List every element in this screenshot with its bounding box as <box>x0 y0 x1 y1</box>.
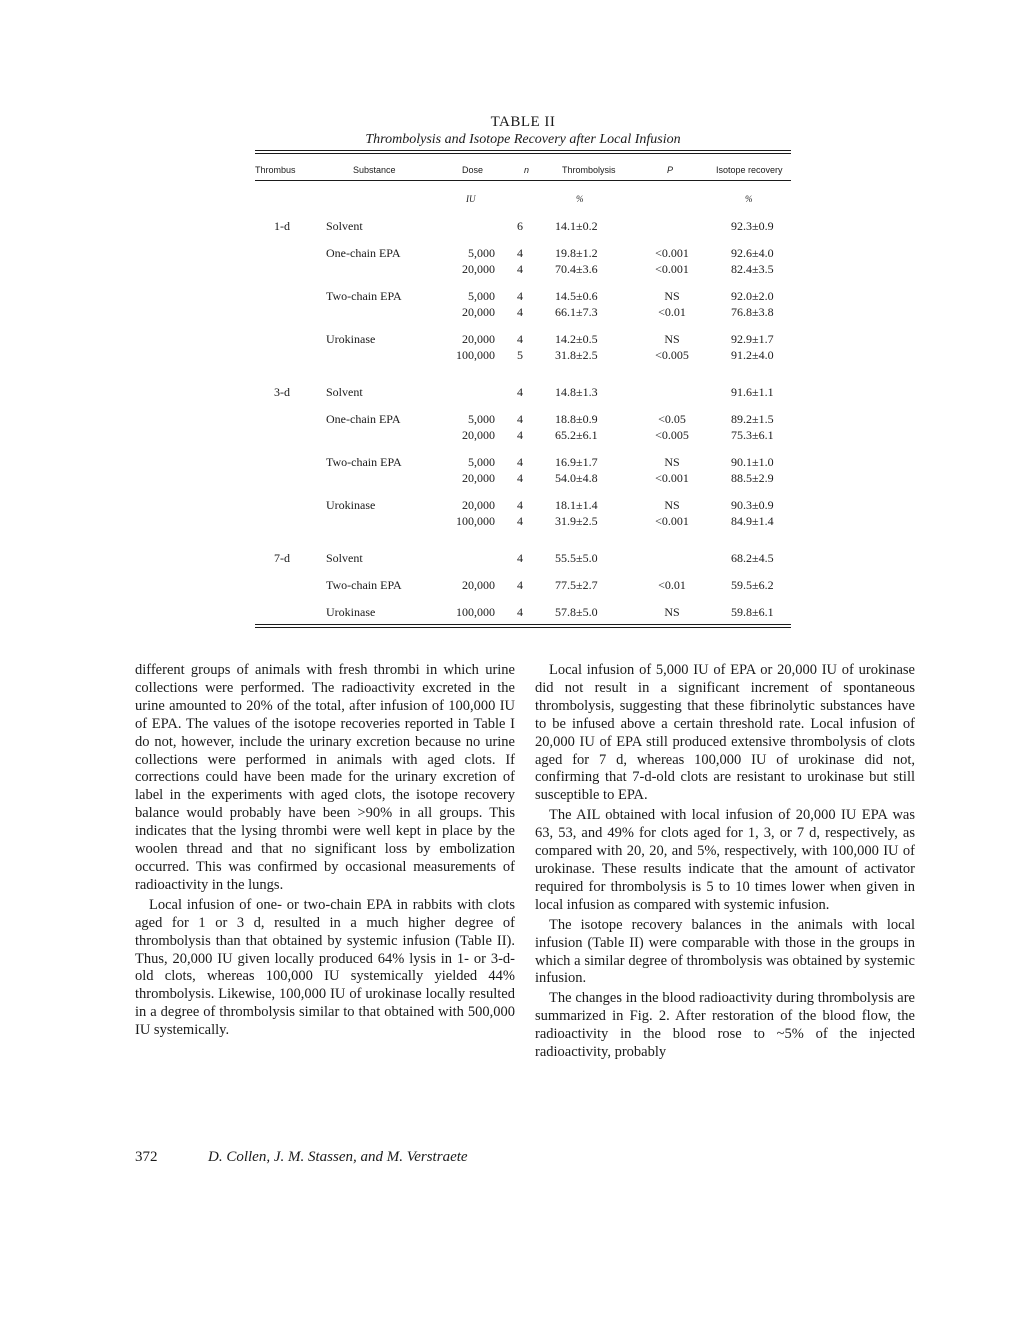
cell-n: 4 <box>517 514 523 528</box>
table-row <box>255 411 791 427</box>
cell-dose: 20,000 <box>462 578 495 592</box>
cell-thrombolysis: 55.5±5.0 <box>555 551 598 565</box>
cell-thrombolysis: 70.4±3.6 <box>555 262 598 276</box>
header-n: n <box>524 165 530 175</box>
cell-n: 4 <box>517 262 523 276</box>
cell-p-value: <0.01 <box>658 305 686 319</box>
cell-isotope-recovery: 90.1±1.0 <box>731 455 774 469</box>
cell-thrombolysis: 54.0±4.8 <box>555 471 598 485</box>
paragraph: different groups of animals with fresh thrombi in which urine collections were performed. The radioactivity excreted in the urine amounted to 20% of the total, after infusion of 100,000 IU of EPA. The values of the isotope recoveries reported in Table I do not, however, include the urinary excretion because no urine collections were performed in animals with aged clots. If corrections could have been made for the urinary excretion of label in the experiments with aged clots, the isotope recovery balance would probably have been >90% in all groups. This indicates that the lysing thrombi were well kept in place by the woolen thread and that no significant loss by embolization occurred. This was confirmed by occasional measurements of radioactivity in the lungs. <box>135 662 515 893</box>
cell-isotope-recovery: 90.3±0.9 <box>731 498 774 512</box>
table-row <box>255 384 791 400</box>
cell-n: 4 <box>517 412 523 426</box>
cell-p-value: NS <box>664 605 680 619</box>
table-row <box>255 288 791 304</box>
cell-n: 4 <box>517 289 523 303</box>
cell-isotope-recovery: 92.6±4.0 <box>731 246 774 260</box>
cell-dose: 100,000 <box>456 514 495 528</box>
cell-isotope-recovery: 76.8±3.8 <box>731 305 774 319</box>
cell-p-value: <0.005 <box>655 348 689 362</box>
paragraph: Local infusion of one- or two-chain EPA in rabbits with clots aged for 1 or 3 d, resulted in a much higher degree of thrombolysis than that obtained by systemic infusion (Table II). Thus, 20,000 IU given locally produced 64% lysis in 1- or 3-d-old clots, whereas 100,000 IU systemically yielded 44% thrombolysis. Likewise, 100,000 IU of urokinase locally resulted in a degree of thrombolysis similar to that obtained with 500,000 IU systemically. <box>135 896 515 1039</box>
paragraph: The changes in the blood radioactivity during thrombolysis are summarized in Fig. 2. After restoration of the blood flow, the radioactivity in the blood rose to ~5% of the injected radioactivity, probably <box>535 990 915 1061</box>
cell-n: 4 <box>517 498 523 512</box>
cell-thrombolysis: 18.1±1.4 <box>555 498 598 512</box>
cell-thrombolysis: 77.5±2.7 <box>555 578 598 592</box>
table-top-rule <box>255 150 791 151</box>
table-row <box>255 513 791 529</box>
body-column-left <box>135 662 515 1042</box>
cell-p-value: NS <box>664 455 680 469</box>
cell-n: 4 <box>517 551 523 565</box>
cell-n: 5 <box>517 348 523 362</box>
cell-dose: 20,000 <box>462 332 495 346</box>
table-row <box>255 347 791 363</box>
cell-substance: Solvent <box>326 551 363 565</box>
header-dose: Dose <box>462 165 484 175</box>
cell-n: 4 <box>517 305 523 319</box>
cell-n: 4 <box>517 471 523 485</box>
cell-substance: Two-chain EPA <box>326 578 402 592</box>
cell-thrombolysis: 31.8±2.5 <box>555 348 598 362</box>
cell-isotope-recovery: 92.9±1.7 <box>731 332 774 346</box>
unit-isotope: % <box>745 194 753 204</box>
cell-substance: One-chain EPA <box>326 412 401 426</box>
table-bottom-rule <box>255 624 791 625</box>
cell-dose: 20,000 <box>462 471 495 485</box>
cell-substance: Urokinase <box>326 332 376 346</box>
body-column-right <box>535 662 915 1064</box>
cell-dose: 20,000 <box>462 305 495 319</box>
cell-n: 4 <box>517 455 523 469</box>
cell-substance: Two-chain EPA <box>326 455 402 469</box>
table-title: Thrombolysis and Isotope Recovery after Local Infusion <box>365 132 681 147</box>
cell-substance: Urokinase <box>326 498 376 512</box>
table-row <box>255 454 791 470</box>
table-row <box>255 577 791 593</box>
cell-substance: Urokinase <box>326 605 376 619</box>
header-isotope-recovery: Isotope recovery <box>716 165 783 175</box>
cell-substance: Two-chain EPA <box>326 289 402 303</box>
cell-thrombus: 1-d <box>274 219 290 233</box>
cell-p-value: <0.005 <box>655 428 689 442</box>
cell-n: 4 <box>517 605 523 619</box>
cell-isotope-recovery: 88.5±2.9 <box>731 471 774 485</box>
cell-isotope-recovery: 91.6±1.1 <box>731 385 774 399</box>
cell-thrombolysis: 14.2±0.5 <box>555 332 598 346</box>
header-thrombus: Thrombus <box>255 165 296 175</box>
cell-thrombolysis: 65.2±6.1 <box>555 428 598 442</box>
cell-p-value: <0.001 <box>655 262 689 276</box>
cell-thrombolysis: 14.5±0.6 <box>555 289 598 303</box>
cell-n: 4 <box>517 332 523 346</box>
cell-n: 6 <box>517 219 523 233</box>
unit-thrombolysis: % <box>576 194 584 204</box>
table-row <box>255 427 791 443</box>
cell-isotope-recovery: 92.3±0.9 <box>731 219 774 233</box>
cell-isotope-recovery: 82.4±3.5 <box>731 262 774 276</box>
cell-dose: 100,000 <box>456 605 495 619</box>
table-row <box>255 261 791 277</box>
table-caption <box>255 114 791 149</box>
paragraph: The AIL obtained with local infusion of 20,000 IU EPA was 63, 53, and 49% for clots aged for 1, 3, or 7 d, respectively, as compared with 20, 20, and 5%, respectively, with 100,000 IU of urokinase. These results indicate that the amount of activator required for thrombolysis is 5 to 10 times lower when given in local infusion as compared with systemic infusion. <box>535 807 915 913</box>
table-row <box>255 604 791 620</box>
cell-isotope-recovery: 92.0±2.0 <box>731 289 774 303</box>
cell-isotope-recovery: 75.3±6.1 <box>731 428 774 442</box>
table-bottom-rule-inner <box>255 627 791 628</box>
cell-dose: 5,000 <box>468 289 495 303</box>
cell-p-value: <0.01 <box>658 578 686 592</box>
cell-thrombolysis: 14.8±1.3 <box>555 385 598 399</box>
cell-substance: One-chain EPA <box>326 246 401 260</box>
cell-thrombus: 7-d <box>274 551 290 565</box>
cell-dose: 20,000 <box>462 498 495 512</box>
cell-p-value: NS <box>664 332 680 346</box>
table-top-rule-inner <box>255 153 791 154</box>
cell-thrombolysis: 57.8±5.0 <box>555 605 598 619</box>
cell-n: 4 <box>517 578 523 592</box>
cell-thrombolysis: 66.1±7.3 <box>555 305 598 319</box>
cell-n: 4 <box>517 428 523 442</box>
cell-p-value: NS <box>664 498 680 512</box>
cell-thrombolysis: 16.9±1.7 <box>555 455 598 469</box>
table-label: TABLE II <box>490 114 556 130</box>
cell-isotope-recovery: 89.2±1.5 <box>731 412 774 426</box>
cell-dose: 100,000 <box>456 348 495 362</box>
table-row <box>255 304 791 320</box>
cell-isotope-recovery: 68.2±4.5 <box>731 551 774 565</box>
header-thrombolysis: Thrombolysis <box>562 165 616 175</box>
cell-thrombus: 3-d <box>274 385 290 399</box>
header-substance: Substance <box>353 165 396 175</box>
cell-p-value: NS <box>664 289 680 303</box>
cell-dose: 5,000 <box>468 412 495 426</box>
table-header-rule <box>255 180 791 181</box>
table-row <box>255 550 791 566</box>
running-footer-authors: D. Collen, J. M. Stassen, and M. Verstraete <box>208 1149 468 1165</box>
cell-dose: 5,000 <box>468 246 495 260</box>
cell-thrombolysis: 19.8±1.2 <box>555 246 598 260</box>
page-number: 372 <box>135 1149 158 1165</box>
table-row <box>255 470 791 486</box>
cell-thrombolysis: 14.1±0.2 <box>555 219 598 233</box>
table-row <box>255 497 791 513</box>
unit-dose: IU <box>466 194 476 204</box>
paragraph: The isotope recovery balances in the animals with local infusion (Table II) were comparable with those in the groups in which a similar degree of thrombolysis was obtained by systemic infusion. <box>535 916 915 987</box>
table-row <box>255 331 791 347</box>
cell-isotope-recovery: 59.5±6.2 <box>731 578 774 592</box>
header-p: P <box>667 165 674 175</box>
paragraph: Local infusion of 5,000 IU of EPA or 20,000 IU of urokinase did not result in a significant increment of spontaneous thrombolysis, suggesting that these fibrinolytic substances have to be infused above a certain threshold rate. Local infusion of 20,000 IU of EPA still produced extensive thrombolysis of clots aged for 7 d, whereas 100,000 IU of urokinase did not, confirming that 7-d-old clots are resistant to urokinase but still susceptible to EPA. <box>535 662 915 804</box>
cell-n: 4 <box>517 385 523 399</box>
cell-isotope-recovery: 91.2±4.0 <box>731 348 774 362</box>
cell-dose: 20,000 <box>462 428 495 442</box>
cell-isotope-recovery: 84.9±1.4 <box>731 514 774 528</box>
cell-thrombolysis: 31.9±2.5 <box>555 514 598 528</box>
cell-thrombolysis: 18.8±0.9 <box>555 412 598 426</box>
table-row <box>255 218 791 234</box>
cell-p-value: <0.001 <box>655 246 689 260</box>
cell-isotope-recovery: 59.8±6.1 <box>731 605 774 619</box>
cell-substance: Solvent <box>326 385 363 399</box>
cell-dose: 20,000 <box>462 262 495 276</box>
cell-n: 4 <box>517 246 523 260</box>
table-row <box>255 245 791 261</box>
cell-p-value: <0.001 <box>655 471 689 485</box>
cell-dose: 5,000 <box>468 455 495 469</box>
cell-p-value: <0.001 <box>655 514 689 528</box>
cell-p-value: <0.05 <box>658 412 686 426</box>
cell-substance: Solvent <box>326 219 363 233</box>
